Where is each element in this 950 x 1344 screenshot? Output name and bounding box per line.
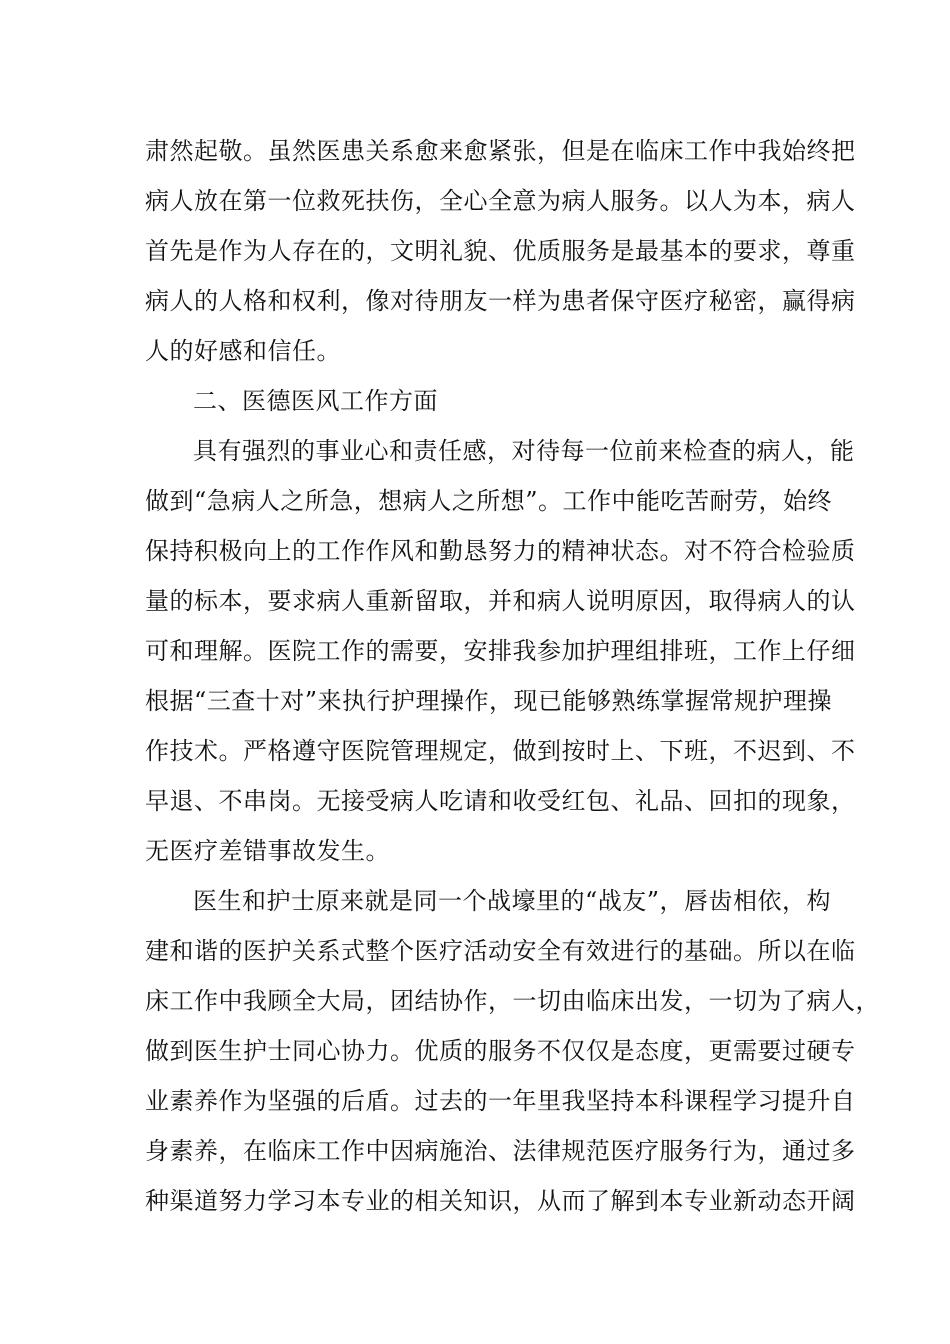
text-line: 种渠道努力学习本专业的相关知识，从而了解到本专业新动态开阔 [145,1187,856,1215]
text-line: 床工作中我顾全大局，团结协作，一切由临床出发，一切为了病人， [145,987,880,1015]
text-line: 病人的人格和权利，像对待朋友一样为患者保守医疗秘密，赢得病 [145,287,856,315]
text-line: 做到“急病人之所急，想病人之所想”。工作中能吃苦耐劳，始终 [145,487,833,515]
section-heading: 二、医德医风工作方面 [193,387,438,415]
text-line: 业素养作为坚强的后盾。过去的一年里我坚持本科课程学习提升自 [145,1087,856,1115]
text-line: 肃然起敬。虽然医患关系愈来愈紧张，但是在临床工作中我始终把 [145,137,856,165]
text-line: 无医疗差错事故发生。 [145,837,390,865]
text-line: 可和理解。医院工作的需要，安排我参加护理组排班，工作上仔细 [145,637,856,665]
text-line: 早退、不串岗。无接受病人吃请和收受红包、礼品、回扣的现象， [145,787,856,815]
text-line: 首先是作为人存在的，文明礼貌、优质服务是最基本的要求，尊重 [145,237,856,265]
text-line: 建和谐的医护关系式整个医疗活动安全有效进行的基础。所以在临 [145,937,856,965]
text-line: 身素养，在临床工作中因病施治、法律规范医疗服务行为，通过多 [145,1137,856,1165]
text-line: 具有强烈的事业心和责任感，对待每一位前来检查的病人，能 [193,437,855,465]
text-line: 量的标本，要求病人重新留取，并和病人说明原因，取得病人的认 [145,587,856,615]
text-line: 做到医生护士同心协力。优质的服务不仅仅是态度，更需要过硬专 [145,1037,856,1065]
text-line: 医生和护士原来就是同一个战壕里的“战友”，唇齿相依，构 [193,887,832,915]
text-line: 人的好感和信任。 [145,337,341,365]
text-line: 保持积极向上的工作作风和勤恳努力的精神状态。对不符合检验质 [145,537,856,565]
text-line: 病人放在第一位救死扶伤，全心全意为病人服务。以人为本，病人 [145,187,856,215]
text-line: 根据“三查十对”来执行护理操作，现已能够熟练掌握常规护理操 [145,687,833,715]
text-line: 作技术。严格遵守医院管理规定，做到按时上、下班，不迟到、不 [145,737,856,765]
